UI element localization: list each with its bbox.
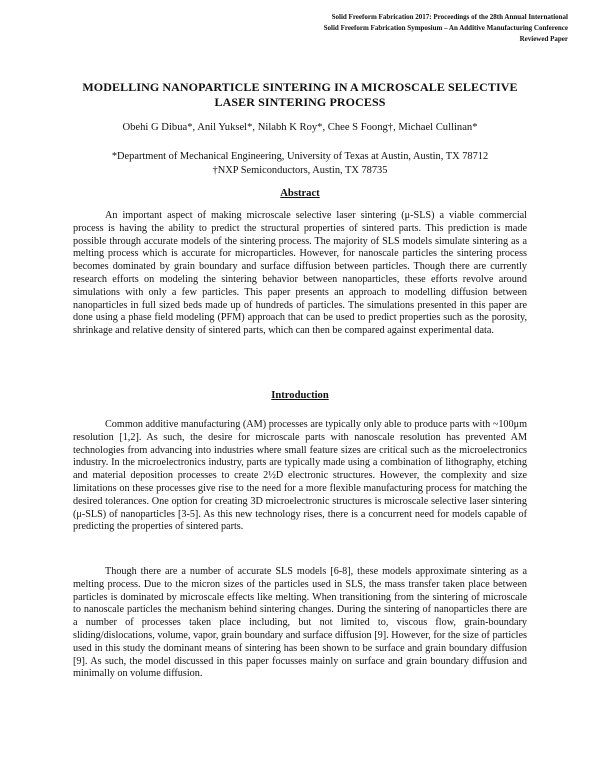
title-line-1: MODELLING NANOPARTICLE SINTERING IN A MICROSCALE SELECTIVE [82, 80, 518, 94]
affiliation-1: *Department of Mechanical Engineering, University of Texas at Austin, Austin, TX 78712 [111, 151, 489, 162]
affiliations [40, 150, 560, 177]
affiliation-2: †NXP Semiconductors, Austin, TX 78735 [212, 164, 388, 176]
header-line-3: Reviewed Paper [519, 35, 568, 43]
introduction-heading: Introduction [271, 390, 329, 401]
paper-title [60, 80, 540, 110]
introduction-paragraph-1: Common additive manufacturing (AM) processes are typically only able to produce parts with ~100μm resolution [1,2]. As such, the desire for microscale parts with nanoscale resolution has prevented AM technologies from advancing into industries where small feature sizes are critical such as the microelectronics industry. In the microelectronics industry, parts are typically made using a combination of lithography, etching and material deposition processes to create 2½D electronic structures. However, the complexity and size limitations on these processes give rise to the need for a more flexible manufacturing process for matching the desired tolerances. One option for creating 3D microelectronic structures is microscale selective laser sintering (μ-SLS) of nanoparticles [3-5]. As this new technology rises, there is a concurrent need for models capable of predicting the properties of sintered parts. [73, 419, 527, 533]
header-line-2: Solid Freeform Fabrication Symposium – An Additive Manufacturing Conference [323, 24, 568, 32]
abstract-heading: Abstract [280, 188, 320, 199]
abstract-text: An important aspect of making microscale selective laser sintering (μ-SLS) a viable commercial process is having the ability to predict the structural properties of sintered parts. This prediction is made possible through accurate models of the sintering process. The majority of SLS models simulate sintering as a melting process which is accurate for microparticles. However, for nanoscale particles the sintering process becomes dominated by grain boundary and surface diffusion between particles. Though there are currently research efforts on modeling the sintering behavior between nanoparticles, these efforts revolve around simulations with only a few particles. This paper presents an approach to modelling diffusion between nanoparticles in full sized beds made up of hundreds of particles. The simulations presented in this paper are done using a phase field modeling (PFM) approach that can be used to predict properties such as the porosity, shrinkage and relative density of sintered parts, which can then be compared against experimental data. [73, 210, 527, 337]
title-line-2: LASER SINTERING PROCESS [214, 95, 386, 109]
introduction-paragraph-2: Though there are a number of accurate SLS models [6-8], these models approximate sintering as a melting process. Due to the micron sizes of the particles used in SLS, the mass transfer taken place between particles is dominated by microscale effects like melting. When transitioning from the sintering of microscale to nanoscale particles the mechanism behind sintering changes. During the sintering of nanoparticles there are a number of processes taken place including, but not limited to, viscous flow, grain-boundary sliding/dislocations, volume, vapor, grain boundary and surface diffusion [9]. However, for the size of particles used in this study the dominant means of sintering has been shown to be surface and grain boundary diffusion [9]. As such, the model discussed in this paper focusses mainly on surface and grain boundary diffusion and minimally on volume diffusion. [73, 566, 527, 680]
header-line-1: Solid Freeform Fabrication 2017: Proceedings of the 28th Annual International [331, 13, 568, 21]
proceedings-header [324, 12, 568, 45]
author-list: Obehi G Dibua*, Anil Yuksel*, Nilabh K Roy*, Chee S Foong†, Michael Cullinan* [122, 122, 478, 133]
